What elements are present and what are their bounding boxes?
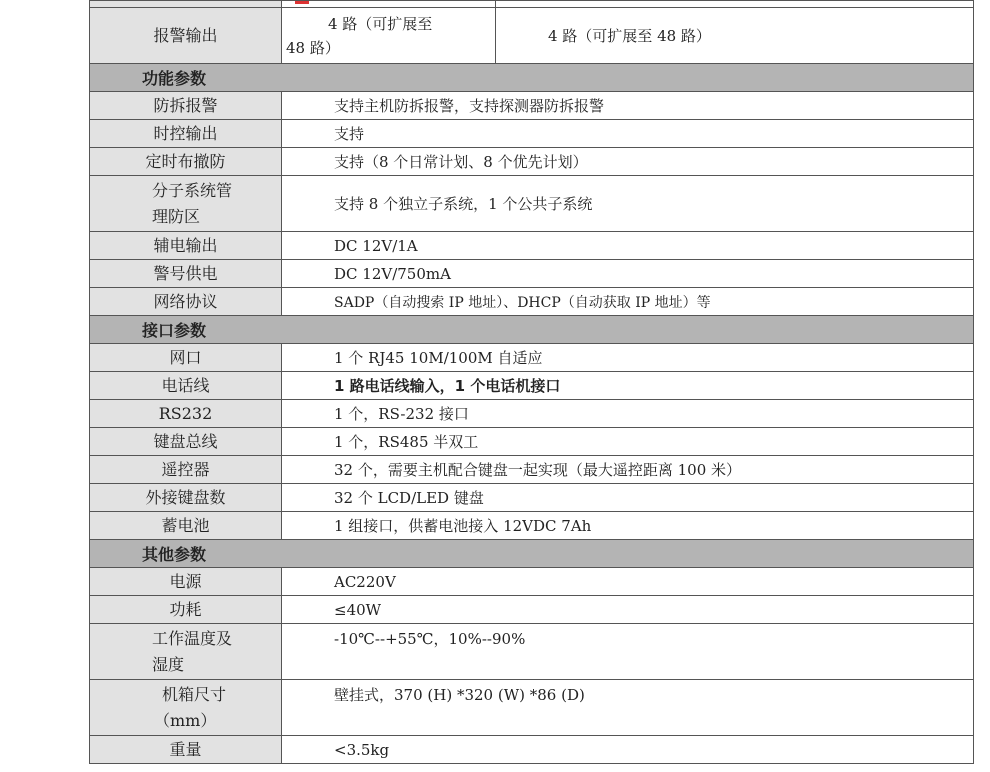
section-header: 其他参数 — [90, 540, 973, 568]
row-label: 辅电输出 — [90, 232, 282, 259]
row-label: 键盘总线 — [90, 428, 282, 455]
row-label: 电源 — [90, 568, 282, 595]
table-row — [90, 344, 973, 372]
table-row — [90, 400, 973, 428]
row-value: 1 个，RS-232 接口 — [334, 405, 469, 423]
table-row — [90, 0, 973, 8]
spec-table — [89, 0, 974, 764]
section-header: 功能参数 — [90, 64, 973, 92]
row-value: 32 个，需要主机配合键盘一起实现（最大遥控距离 100 米） — [334, 461, 742, 479]
table-row — [90, 512, 973, 540]
row-value: -10℃--+55℃，10%--90% — [334, 630, 526, 648]
row-value: 1 组接口，供蓄电池接入 12VDC 7Ah — [334, 517, 592, 535]
row-value: SADP（自动搜索 IP 地址）、DHCP（自动获取 IP 地址）等 — [334, 294, 711, 311]
row-value: AC220V — [334, 572, 396, 591]
table-row — [90, 624, 973, 680]
alarm-output-value-b: 4 路（可扩展至 48 路） — [548, 27, 711, 45]
row-value: 32 个 LCD/LED 键盘 — [334, 489, 484, 507]
row-label: 外接键盘数 — [90, 484, 282, 511]
row-label: 分子系统管 理防区 — [90, 176, 282, 231]
table-row — [90, 372, 973, 400]
table-row — [90, 176, 973, 232]
row-label: 报警输出 — [90, 8, 282, 63]
row-label: 时控输出 — [90, 120, 282, 147]
table-row — [90, 148, 973, 176]
table-row — [90, 456, 973, 484]
row-value: DC 12V/750mA — [334, 264, 451, 283]
table-row — [90, 232, 973, 260]
row-label: 网口 — [90, 344, 282, 371]
table-row — [90, 736, 973, 764]
row-label: 工作温度及 湿度 — [90, 624, 282, 679]
row-value: 支持 8 个独立子系统，1 个公共子系统 — [334, 195, 593, 213]
table-row — [90, 596, 973, 624]
table-row — [90, 120, 973, 148]
row-label: 定时布撤防 — [90, 148, 282, 175]
table-row — [90, 260, 973, 288]
row-value: ≤40W — [334, 600, 382, 619]
row-value: <3.5kg — [334, 740, 390, 759]
row-value: 壁挂式，370 (H) *320 (W) *86 (D) — [334, 686, 585, 704]
row-value: 1 路电话线输入，1 个电话机接口 — [334, 377, 561, 395]
table-row — [90, 288, 973, 316]
section-header: 接口参数 — [90, 316, 973, 344]
row-value: 支持 — [334, 125, 365, 143]
row-label: 机箱尺寸 （mm） — [90, 680, 282, 735]
row-label: 警号供电 — [90, 260, 282, 287]
row-label — [90, 1, 282, 7]
row-value: 1 个 RJ45 10M/100M 自适应 — [334, 349, 543, 367]
row-label: 功耗 — [90, 596, 282, 623]
table-row — [90, 8, 973, 64]
row-label: 遥控器 — [90, 456, 282, 483]
alarm-output-value-a: 4 路（可扩展至 48 路） — [282, 8, 496, 63]
row-label: 电话线 — [90, 372, 282, 399]
table-row — [90, 568, 973, 596]
row-value: 1 个，RS485 半双工 — [334, 433, 479, 451]
row-label: RS232 — [90, 400, 282, 427]
row-value: 支持主机防拆报警，支持探测器防拆报警 — [334, 97, 605, 115]
row-label: 蓄电池 — [90, 512, 282, 539]
row-value: DC 12V/1A — [334, 236, 418, 255]
row-value: 支持（8 个日常计划、8 个优先计划） — [334, 153, 588, 171]
table-row — [90, 92, 973, 120]
row-label: 重量 — [90, 736, 282, 763]
table-row — [90, 484, 973, 512]
table-row — [90, 428, 973, 456]
row-label: 网络协议 — [90, 288, 282, 315]
row-label: 防拆报警 — [90, 92, 282, 119]
table-row — [90, 680, 973, 736]
